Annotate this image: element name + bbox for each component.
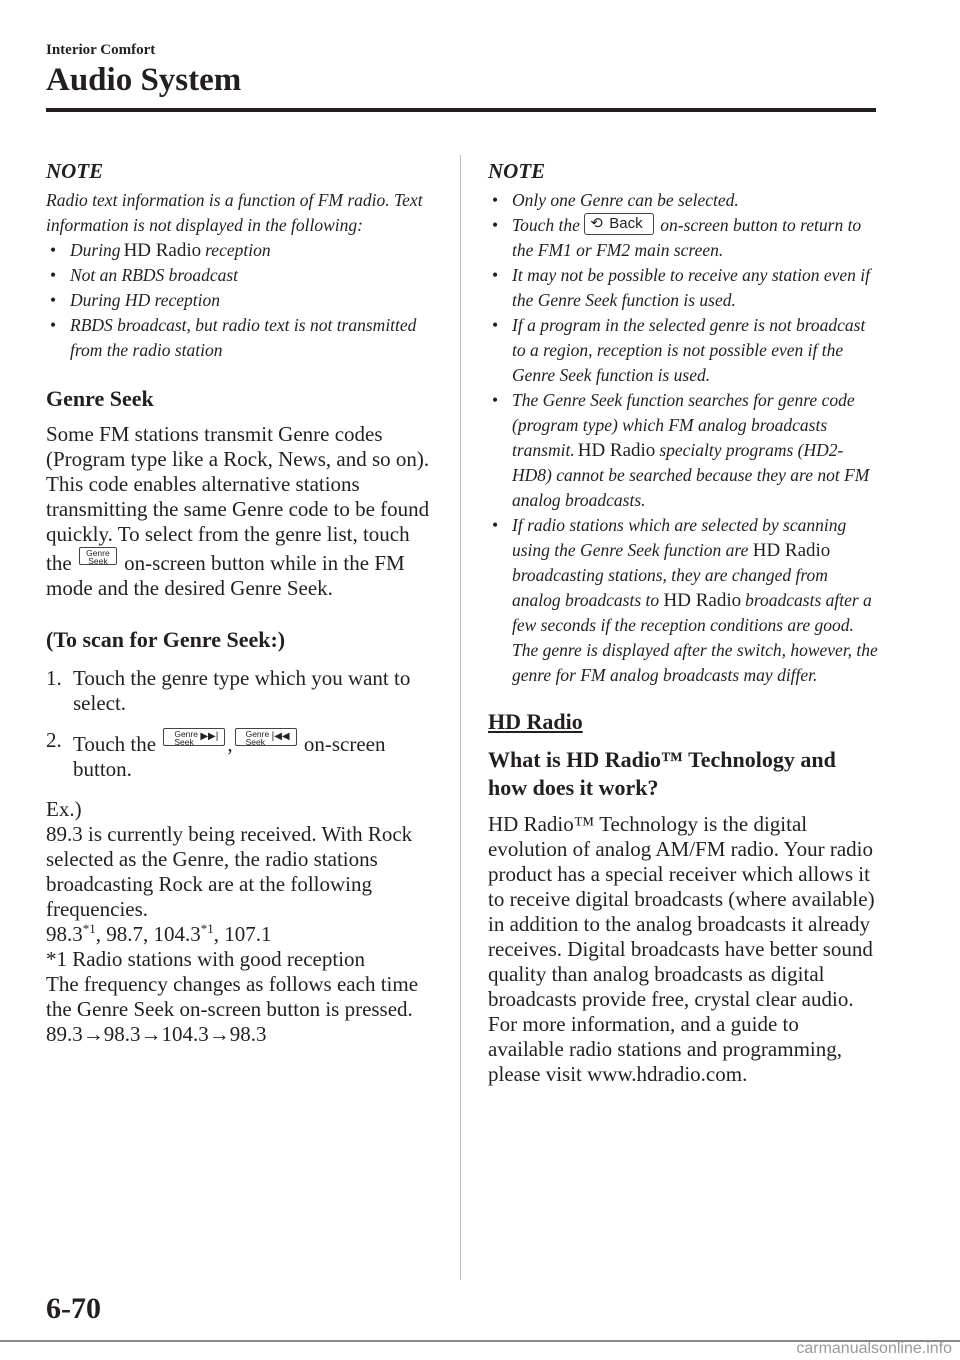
footnote: *1 Radio stations with good reception — [46, 947, 366, 971]
note-bullet: • The Genre Seek function searches for genre code (program type) which FM analog broadcasts transmit. HD Radio specialty programs (HD2-HD8) cannot be searched because they are not FM analog broadcasts. — [488, 388, 878, 513]
what-is-hd-radio-heading: What is HD Radio™ Technology and how does it work? — [488, 747, 836, 800]
back-button-icon: ⟲ Back — [584, 213, 654, 235]
genre-seek-forward-button-icon: Genre Seek ▶▶| — [163, 728, 225, 746]
note-bullet: • Only one Genre can be selected. — [488, 188, 878, 213]
note-bullet-list — [46, 238, 436, 363]
page-title: Audio System — [46, 62, 242, 98]
note-bullet: • During HD Radio reception — [46, 238, 436, 263]
note-bullet: • During HD reception — [46, 288, 436, 313]
note-intro: Radio text information is a function of FM radio. Text information is not displayed in the following: — [46, 190, 423, 235]
note-bullet: • If a program in the selected genre is not broadcast to a region, reception is not possible even if the Genre Seek function is used. — [488, 313, 878, 388]
hd-radio-logo-text: HD Radio — [663, 590, 742, 611]
seek-forward-icon: ▶▶| — [200, 731, 219, 742]
step-2: 2. Touch the Genre Seek ▶▶| , Genre Seek |◀◀ on-screen button. — [46, 728, 386, 781]
right-column — [488, 158, 878, 1087]
frequency-change-paragraph: The frequency changes as follows each time the Genre Seek on-screen button is pressed. — [46, 972, 419, 1021]
hd-radio-logo-text: HD Radio — [123, 240, 202, 261]
step-1: 1. Touch the genre type which you want to select. — [46, 666, 411, 715]
seek-back-icon: |◀◀ — [271, 731, 290, 742]
example-label: Ex.) — [46, 797, 82, 821]
note-bullet-list — [488, 188, 878, 688]
column-divider — [460, 155, 461, 1280]
page-number: 6-70 — [46, 1292, 101, 1325]
genre-seek-paragraph: Some FM stations transmit Genre codes (Program type like a Rock, News, and so on). This code enables alternative stations transmitting the same Genre code to be found quickly. To select from the genre list, touch the Genre Seek on-screen button while in the FM mode and the desired Genre Seek. — [46, 422, 430, 600]
note-heading: NOTE — [46, 159, 104, 183]
back-arrow-icon: ⟲ — [590, 215, 603, 232]
note-bullet: • It may not be possible to receive any station even if the Genre Seek function is used. — [488, 263, 878, 313]
hd-radio-heading: HD Radio — [488, 709, 583, 734]
header-rule — [46, 108, 876, 112]
note-bullet: • RBDS broadcast, but radio text is not transmitted from the radio station — [46, 313, 436, 363]
note-bullet: • Not an RBDS broadcast — [46, 263, 436, 288]
note-heading: NOTE — [488, 159, 546, 183]
hd-radio-logo-text: HD Radio — [752, 540, 831, 561]
example-paragraph: 89.3 is currently being received. With Rock selected as the Genre, the radio stations broadcasting Rock are at the following frequencies. — [46, 822, 413, 921]
genre-seek-heading: Genre Seek — [46, 386, 154, 411]
scan-heading: (To scan for Genre Seek:) — [46, 627, 286, 652]
note-bullet: • Touch the ⟲ Back on-screen button to return to the FM1 or FM2 main screen. — [488, 213, 878, 263]
frequency-sequence: 89.3→98.3→104.3→98.3 — [46, 1022, 267, 1046]
hd-radio-paragraph: HD Radio™ Technology is the digital evolution of analog AM/FM radio. Your radio product has a special receiver which allows it to receive digital broadcasts (where available) in addition to the analog broadcasts it already receives. Digital broadcasts have better sound quality than analog broadcasts as digital broadcasts provide free, crystal clear audio. For more information, and a guide to available radio stations and programming, please visit www.hdradio.com. — [488, 812, 875, 1086]
section-label: Interior Comfort — [46, 42, 156, 58]
frequency-list: 98.3$^{*1}$, 98.7, 104.3$^{*1}$, 107.1 — [46, 921, 272, 946]
note-bullet: • If radio stations which are selected by scanning using the Genre Seek function are HD Radiobroadcasting stations, they are changed from analog broadcasts to HD Radio broadcasts after a few seconds if the reception conditions are good. The genre is displayed after the switch, however, the genre for FM analog broadcasts may differ. — [488, 513, 878, 688]
hd-radio-logo-text: HD Radio — [577, 440, 656, 461]
genre-seek-back-button-icon: Genre Seek |◀◀ — [235, 728, 297, 746]
genre-seek-button-icon: Genre Seek — [79, 547, 117, 565]
left-column — [46, 158, 436, 1047]
watermark: carmanualsonline.info — [796, 1340, 952, 1357]
